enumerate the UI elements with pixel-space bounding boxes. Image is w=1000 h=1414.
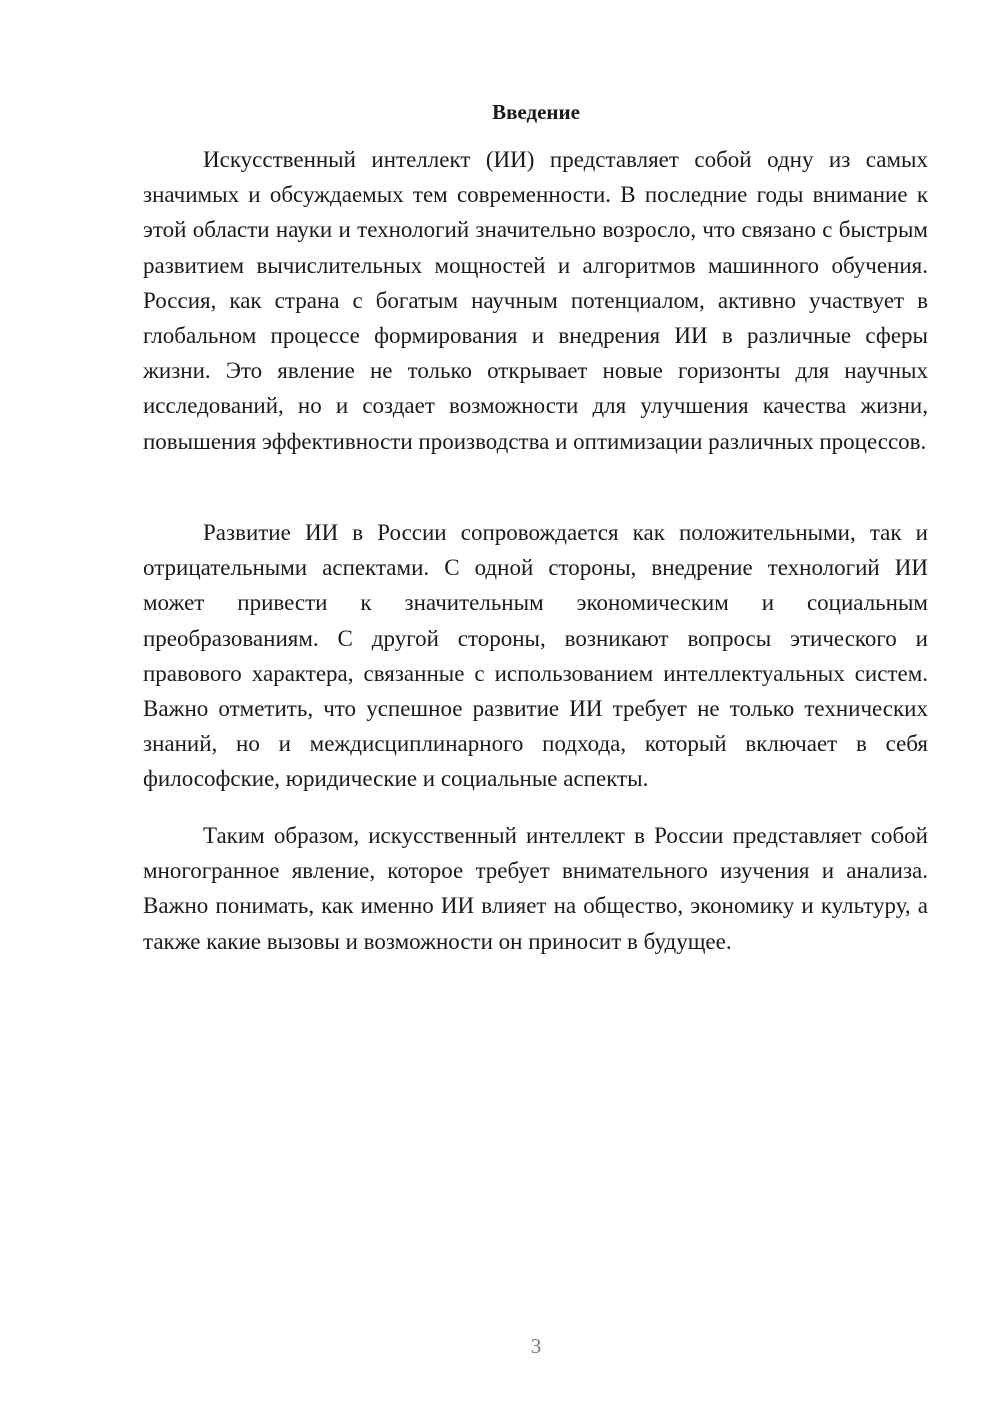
paragraph-2: Развитие ИИ в России сопровождается как положительными, так и отрицательными аспектами. С одной стороны, внедрение технологий ИИ может привести к значительным экономическим и социальным преобразованиям. С другой стороны, возникают вопросы этического и правового характера, связанные с использованием интеллектуальных систем. Важно отметить, что успешное развитие ИИ требует не только технических знаний, но и междисциплинарного подхода, который включает в себя философские, юридические и социальные аспекты. [143,520,928,792]
paragraph-1: Искусственный интеллект (ИИ) представляет собой одну из самых значимых и обсуждаемых тем современности. В последние годы внимание к этой области науки и технологий значительно возросло, что связано с быстрым развитием вычислительных мощностей и алгоритмов машинного обучения. Россия, как страна с богатым научным потенциалом, активно участвует в глобальном процессе формирования и внедрения ИИ в различные сферы жизни. Это явление не только открывает новые горизонты для научных исследований, но и создает возможности для улучшения качества жизни, повышения эффективности производства и оптимизации различных процессов. [143,147,928,454]
section-heading: Введение [492,100,580,124]
paragraph-3: Таким образом, искусственный интеллект в России представляет собой многогранное явление, которое требует внимательного изучения и анализа. Важно понимать, как именно ИИ влияет на общество, экономику и культуру, а также какие вызовы и возможности он приносит в будущее. [143,823,928,954]
page-number: 3 [530,1334,542,1358]
